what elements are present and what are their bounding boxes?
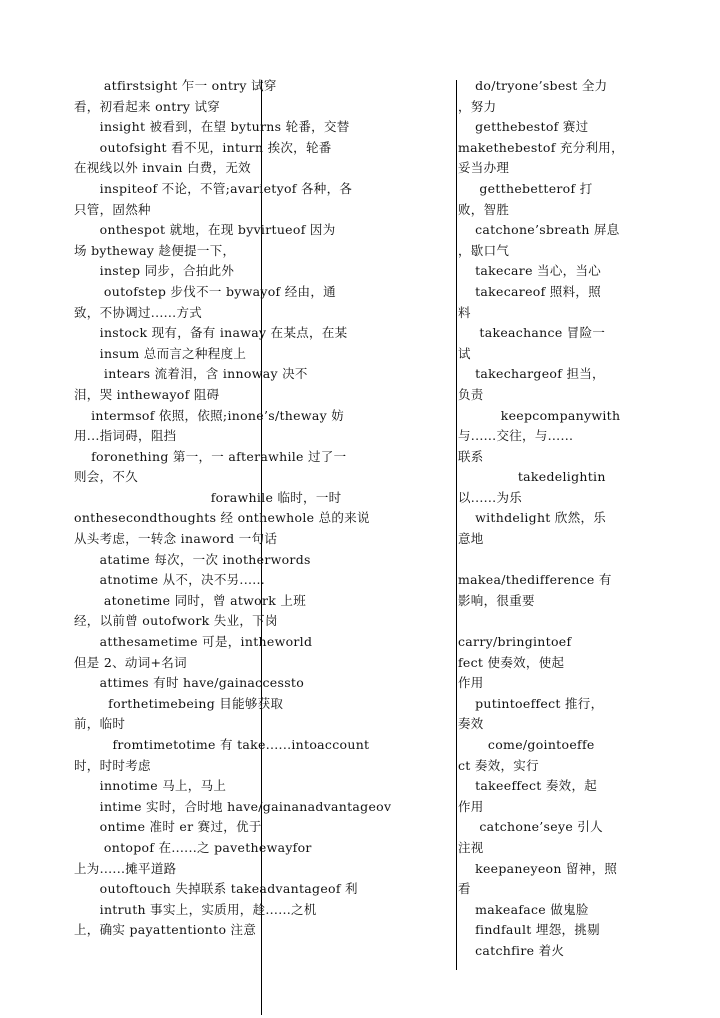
right-text-column: [458, 76, 644, 962]
text-line: atfirstsight 乍一 ontry 试穿: [74, 78, 277, 93]
text-line: do/tryone’sbest 全力: [458, 78, 608, 93]
text-line: 妥当办理: [458, 160, 510, 176]
text-line: atonetime 同时，曾 atwork 上班: [74, 592, 307, 608]
text-line: 从头考虑，一转念 inaword 一句话: [74, 531, 278, 547]
text-line: onthespot 就地，在现 byvirtueof 因为: [74, 222, 336, 238]
text-line: 作用: [458, 675, 484, 691]
text-line: ，努力: [458, 98, 497, 114]
text-line: 料: [458, 304, 471, 320]
text-line: 经，以前曾 outofwork 失业，下岗: [74, 613, 278, 629]
text-line: come/gointoeffe: [458, 737, 595, 752]
text-line: takecareof 照料，照: [458, 283, 601, 299]
text-line: fect 使奏效，使起: [458, 654, 565, 670]
text-line: takechargeof 担当，: [458, 366, 605, 382]
text-line: 注视: [458, 839, 484, 855]
text-line: insight 被看到，在望 byturns 轮番，交替: [74, 119, 350, 135]
text-line: catchone’sbreath 屏息: [458, 222, 620, 238]
text-line: outoftouch 失掉联系 takeadvantageof 利: [74, 881, 358, 897]
text-line: [458, 611, 644, 632]
text-line: 意地: [458, 531, 484, 547]
text-line: forawhile 临时，一时: [74, 489, 342, 505]
text-line: inspiteof 不论，不管;avarietyof 各种，各: [74, 180, 353, 196]
text-line: 联系: [458, 448, 484, 464]
text-line: getthebestof 赛过: [458, 119, 589, 135]
text-line: makea/thedifference 有: [458, 572, 612, 588]
text-line: getthebetterof 打: [458, 180, 593, 196]
text-line: takedelightin: [458, 469, 606, 485]
text-line: withdelight 欣然，乐: [458, 510, 607, 526]
text-line: 则会，不久: [74, 469, 139, 485]
text-line: intruth 事实上，实质用，趁......之机: [74, 901, 317, 917]
text-line: 影响，很重要: [458, 592, 535, 608]
text-line: takecare 当心，当心: [458, 263, 602, 279]
text-line: innotime 马上，马上: [74, 778, 227, 794]
text-line: 看，初看起来 ontry 试穿: [74, 98, 221, 114]
text-line: 看: [458, 881, 471, 897]
text-line: 用...指词碍，阻挡: [74, 428, 177, 444]
text-line: intears 流着泪，含 innoway 决不: [74, 366, 308, 382]
text-line: instep 同步，合拍此外: [74, 263, 235, 279]
text-line: intermsof 依照，依照;inone’s/theway 妨: [74, 407, 345, 423]
text-line: foronething 第一，一 afterawhile 过了一: [74, 448, 347, 464]
text-line: 致，不协调过......方式: [74, 304, 203, 320]
text-line: ontime 准时 er 赛过，优于: [74, 819, 262, 835]
text-line: 场 bytheway 趁便提一下，: [74, 242, 236, 258]
text-line: 上，确实 payattentionto 注意: [74, 922, 257, 938]
text-line: makethebestof 充分利用，: [458, 139, 624, 155]
text-line: ontopof 在......之 pavethewayfor: [74, 839, 312, 855]
text-line: makeaface 做鬼脸: [458, 901, 589, 917]
text-line: ct 奏效，实行: [458, 757, 539, 773]
text-line: 作用: [458, 798, 484, 814]
text-line: 奏效: [458, 716, 484, 732]
text-line: outofsight 看不见，inturn 挨次，轮番: [74, 139, 332, 155]
text-line: [458, 550, 644, 571]
text-line: insum 总而言之种程度上: [74, 345, 247, 361]
text-line: 败，智胜: [458, 201, 510, 217]
text-line: atnotime 从不，决不另......: [74, 572, 266, 588]
text-line: fromtimetotime 有 take......intoaccount: [74, 737, 370, 752]
text-line: 但是 2、动词+名词: [74, 654, 187, 670]
text-line: onthesecondthoughts 经 onthewhole 总的来说: [74, 510, 370, 526]
left-text-column: [74, 76, 446, 941]
text-line: atatime 每次，一次 inotherwords: [74, 551, 311, 567]
text-line: 以......为乐: [458, 489, 523, 505]
text-line: attimes 有时 have/gainaccessto: [74, 675, 305, 691]
text-line: intime 实时，合时地 have/gainanadvantageov: [74, 798, 392, 814]
text-line: ，歇口气: [458, 242, 510, 258]
text-line: takeachance 冒险一: [458, 325, 606, 341]
text-line: takeeffect 奏效，起: [458, 778, 598, 794]
text-line: putintoeffect 推行，: [458, 695, 604, 711]
text-line: 前，临时: [74, 716, 126, 732]
text-line: 试: [458, 345, 471, 361]
text-line: 泪，哭 inthewayof 阻碍: [74, 386, 220, 402]
column-divider-right: [456, 80, 457, 970]
text-line: 时，时时考虑: [74, 757, 151, 773]
text-line: 只管，固然种: [74, 201, 151, 217]
text-line: 上为......摊平道路: [74, 860, 177, 876]
text-line: outofstep 步伐不一 bywayof 经由，通: [74, 283, 336, 299]
text-line: 负责: [458, 386, 484, 402]
text-line: keepaneyeon 留神，照: [458, 860, 618, 876]
text-line: atthesametime 可是，intheworld: [74, 634, 313, 650]
text-line: catchone’seye 引人: [458, 819, 603, 835]
text-line: carry/bringintoef: [458, 634, 572, 650]
text-line: findfault 埋怨，挑剔: [458, 922, 600, 938]
text-line: 与......交往，与......: [458, 428, 574, 444]
text-line: instock 现有，备有 inaway 在某点，在某: [74, 325, 348, 341]
text-line: catchfire 着火: [458, 942, 565, 958]
text-line: keepcompanywith: [458, 407, 621, 423]
text-line: 在视线以外 invain 白费，无效: [74, 160, 251, 176]
text-line: forthetimebeing 目能够获取: [74, 695, 284, 711]
